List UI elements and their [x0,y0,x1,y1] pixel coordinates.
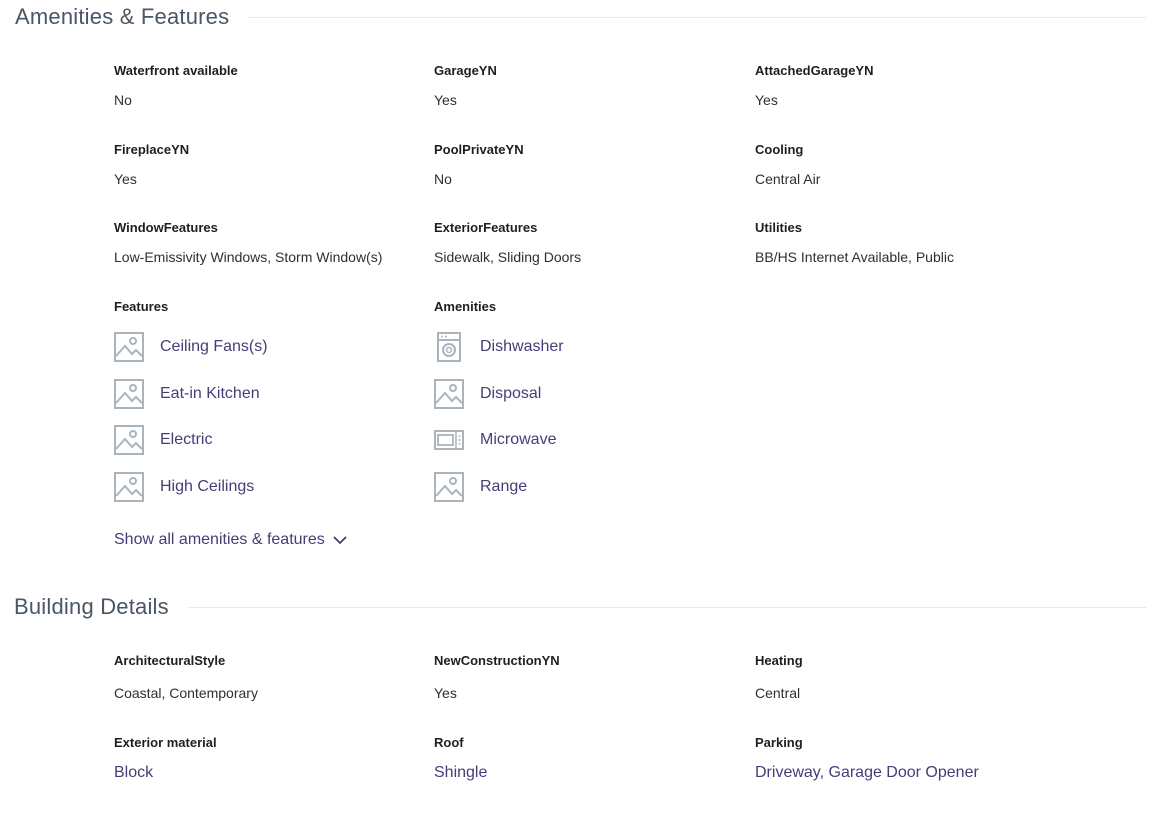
field-label: Roof [434,735,464,750]
field-value: BB/HS Internet Available, Public [755,249,954,265]
amenity-item-disposal [434,379,564,409]
field-value: Central [755,685,801,701]
amenity-item-label: Range [480,477,528,495]
image-placeholder-icon [114,425,144,455]
roof-link[interactable]: Shingle [434,764,488,781]
field-exterior-material [114,735,217,782]
image-placeholder-icon [434,472,464,502]
field-label: FireplaceYN [114,142,190,157]
field-cooling [755,142,820,187]
field-label: Waterfront available [114,63,238,78]
amenities-label: Amenities [434,299,497,314]
field-value: No [434,171,452,187]
field-garage [434,63,497,108]
field-label: AttachedGarageYN [755,63,874,78]
field-value: No [114,92,132,108]
field-exterior-features [434,220,581,265]
field-value: Yes [434,92,457,108]
feature-item-label: High Ceilings [160,477,255,495]
amenity-item-label: Microwave [480,431,557,448]
field-fireplace [114,142,189,187]
field-value: Yes [755,92,778,108]
amenity-item-microwave [434,425,564,455]
feature-item-electric [114,425,268,455]
feature-item-label: Electric [160,431,213,448]
field-label: PoolPrivateYN [434,142,524,157]
show-all-label: Show all amenities & features [114,531,325,548]
microwave-icon [434,425,464,455]
field-label: Heating [755,653,803,668]
field-value: Central Air [755,171,821,187]
field-value: Yes [434,685,457,701]
feature-item-eat-in-kitchen [114,379,268,409]
parking-link[interactable]: Driveway, Garage Door Opener [755,764,979,781]
amenities-section-title: Amenities & Features [15,4,230,29]
section-divider [249,17,1146,18]
dishwasher-icon [434,332,464,362]
field-roof [434,735,487,782]
field-label: Utilities [755,220,802,235]
building-section-header [14,594,1146,620]
field-utilities [755,220,954,265]
building-section-title: Building Details [14,594,169,619]
field-pool-private [434,142,524,187]
image-placeholder-icon [114,379,144,409]
amenity-item-label: Disposal [480,384,542,402]
image-placeholder-icon [114,472,144,502]
field-heating [755,653,803,701]
amenity-item-dishwasher [434,332,564,362]
field-label: NewConstructionYN [434,653,560,668]
amenities-heading [434,299,496,314]
features-heading [114,299,168,314]
field-parking [755,735,979,782]
field-label: Cooling [755,142,804,157]
show-all-amenities-button[interactable] [114,531,347,549]
feature-item-high-ceilings [114,472,268,502]
field-value: Coastal, Contemporary [114,685,258,701]
features-list [114,332,268,518]
field-value: Yes [114,171,137,187]
field-attached-garage [755,63,873,108]
field-new-construction [434,653,560,701]
field-value: Sidewalk, Sliding Doors [434,249,582,265]
field-label: GarageYN [434,63,497,78]
field-label: Parking [755,735,803,750]
amenity-item-range [434,472,564,502]
feature-item-label: Ceiling Fans(s) [160,338,268,355]
field-architectural-style [114,653,258,701]
field-window-features [114,220,382,265]
image-placeholder-icon [114,332,144,362]
exterior-material-link[interactable]: Block [114,764,154,781]
image-placeholder-icon [434,379,464,409]
features-label: Features [114,299,169,314]
field-label: WindowFeatures [114,220,218,235]
amenity-item-label: Dishwasher [480,338,564,355]
field-label: Exterior material [114,735,217,750]
field-label: ArchitecturalStyle [114,653,226,668]
chevron-down-icon [333,535,347,545]
field-value: Low-Emissivity Windows, Storm Window(s) [114,249,383,265]
field-waterfront [114,63,238,108]
feature-item-ceiling-fans [114,332,268,362]
feature-item-label: Eat-in Kitchen [160,384,260,402]
field-label: ExteriorFeatures [434,220,538,235]
section-divider [189,607,1146,608]
amenities-section-header [15,4,1146,30]
amenities-list [434,332,564,518]
